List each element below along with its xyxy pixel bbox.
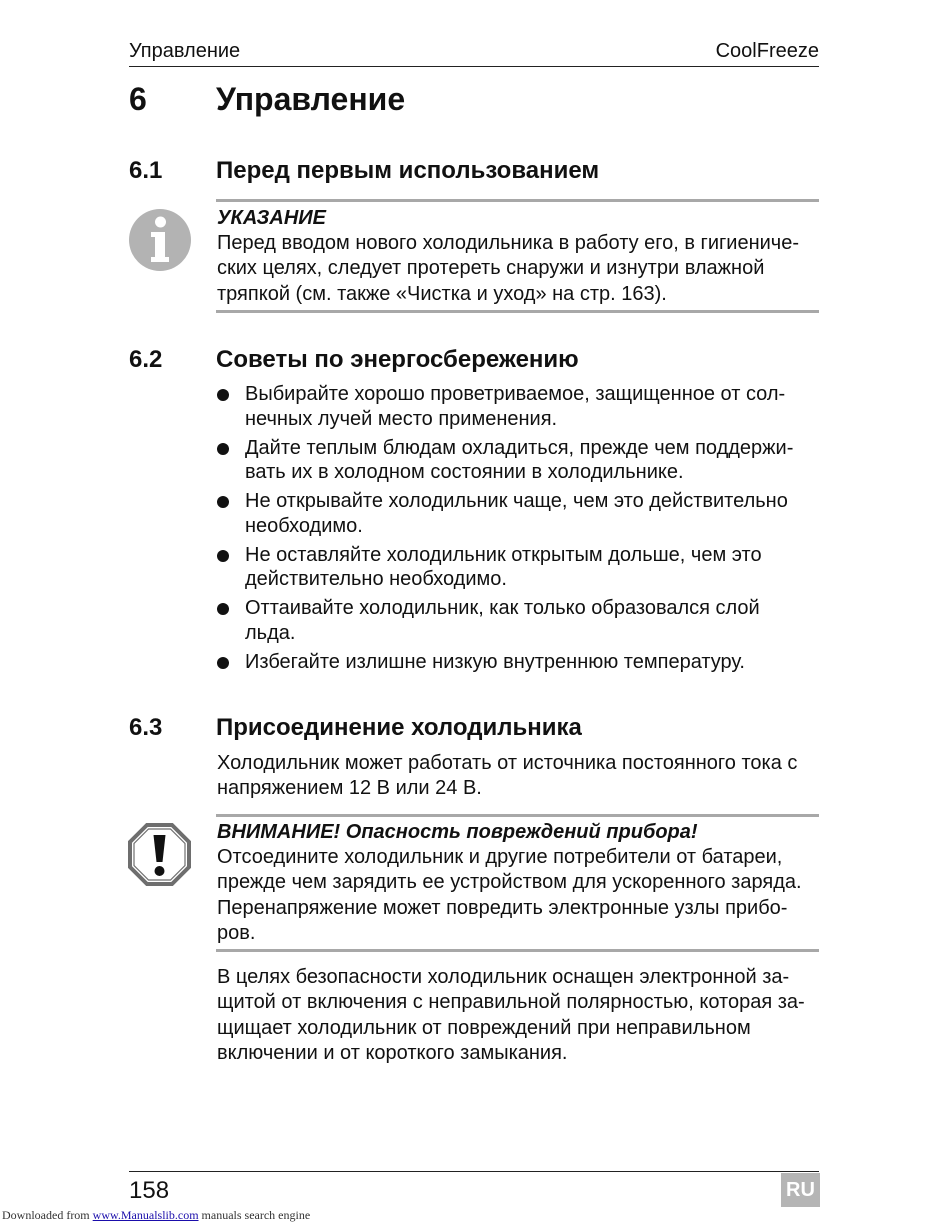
list-item-line: Не открывайте холодильник чаще, чем это действительно	[245, 490, 788, 512]
paragraph-line: Холодильник может работать от источника постоянного тока с	[217, 752, 798, 774]
list-item-line: Дайте теплым блюдам охладиться, прежде чем поддержи-	[245, 436, 794, 459]
list-item	[216, 650, 821, 675]
bullet-dot	[217, 443, 229, 455]
notice-top-rule	[216, 199, 819, 202]
bullet-dot	[217, 550, 229, 562]
paragraph-line: включении и от короткого замыкания.	[217, 1041, 568, 1064]
bullet-dot	[217, 657, 229, 669]
bullet-dot	[217, 389, 229, 401]
connection-intro	[217, 751, 821, 802]
chapter-number: 6	[129, 81, 147, 117]
download-prefix: Downloaded from	[2, 1208, 90, 1222]
paragraph-line: напряжением 12 В или 24 В.	[217, 777, 482, 800]
list-item-line: нечных лучей место применения.	[245, 407, 558, 430]
list-item-line: вать их в холодном состоянии в холодильнике.	[245, 461, 684, 483]
list-item-line: действительно необходимо.	[245, 568, 507, 590]
running-header-section: Управление	[129, 40, 241, 62]
notice-bottom-rule	[216, 310, 819, 313]
notice-line: тряпкой (см. также «Чистка и уход» на стр. 163).	[217, 282, 667, 305]
list-item-line: Оттаивайте холодильник, как только образовался слой	[245, 597, 760, 619]
paragraph-line: В целях безопасности холодильник оснащен электронной за-	[217, 966, 790, 988]
info-icon	[128, 208, 192, 272]
running-header-product: CoolFreeze	[715, 40, 819, 62]
warning-line: прежде чем зарядить ее устройством для ускоренного заряда.	[217, 871, 802, 894]
section-6-2-number: 6.2	[129, 346, 163, 373]
warning-top-rule	[216, 814, 819, 817]
bullet-dot	[217, 496, 229, 508]
warning-text	[217, 845, 821, 946]
warning-line: Перенапряжение может повредить электронные узлы прибо-	[217, 896, 788, 919]
list-item	[216, 489, 821, 538]
warning-line: Отсоедините холодильник и другие потребители от батареи,	[217, 846, 783, 868]
list-item	[216, 596, 821, 645]
notice-title: УКАЗАНИЕ	[217, 207, 326, 229]
page-number: 158	[129, 1177, 170, 1204]
warning-title: ВНИМАНИЕ! Опасность повреждений прибора!	[217, 821, 698, 843]
language-badge: RU	[781, 1173, 820, 1207]
notice-line: ских целях, следует протереть снаружи и изнутри влажной	[217, 257, 765, 280]
warning-bottom-rule	[216, 949, 819, 952]
manualslib-link[interactable]: www.Manualslib.com	[92, 1208, 199, 1222]
footer-divider	[129, 1171, 819, 1172]
header-divider	[129, 66, 819, 67]
section-6-3-number: 6.3	[129, 714, 163, 741]
list-item-line: Не оставляйте холодильник открытым дольше, чем это	[245, 543, 762, 566]
warning-line: ров.	[217, 921, 256, 944]
list-item	[216, 382, 821, 431]
list-item-line: Выбирайте хорошо проветриваемое, защищенное от сол-	[245, 383, 786, 405]
list-item-line: Избегайте излишне низкую внутреннюю температуру.	[245, 650, 745, 673]
bullet-dot	[217, 603, 229, 615]
exclamation-octagon-icon	[127, 822, 192, 887]
section-6-1-number: 6.1	[129, 157, 163, 184]
list-item-line: льда.	[245, 621, 296, 644]
section-6-1-title: Перед первым использованием	[216, 157, 600, 184]
paragraph-line: щитой от включения с неправильной полярностью, которая за-	[217, 991, 805, 1014]
list-item-line: необходимо.	[245, 514, 363, 537]
notice-line: Перед вводом нового холодильника в работу его, в гигиениче-	[217, 232, 800, 254]
list-item	[216, 436, 821, 485]
download-attribution	[2, 1208, 310, 1222]
section-6-2-title: Советы по энергосбережению	[216, 346, 579, 373]
download-suffix: manuals search engine	[201, 1208, 311, 1222]
section-6-3-title: Присоединение холодильника	[216, 714, 582, 741]
chapter-title: Управление	[216, 81, 406, 117]
polarity-protection-paragraph	[217, 965, 821, 1066]
energy-tips-list	[216, 382, 821, 679]
notice-text	[217, 231, 821, 307]
list-item	[216, 543, 821, 592]
paragraph-line: щищает холодильник от повреждений при неправильном	[217, 1016, 751, 1039]
